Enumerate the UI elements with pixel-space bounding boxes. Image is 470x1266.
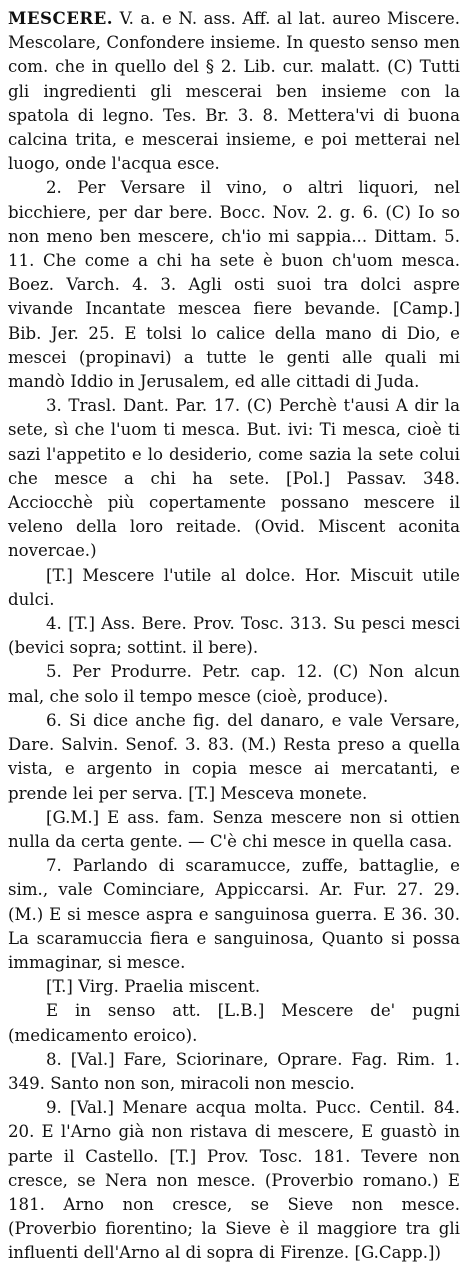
entry-subsense-7-t: [T.] Virg. Praelia miscent. bbox=[46, 977, 261, 997]
entry-paragraph-1 bbox=[8, 6, 460, 176]
entry-sense-4: 4. [T.] Ass. Bere. Prov. Tosc. 313. Su pesci mesci (bevici sopra; sottint. il bere). bbox=[8, 614, 460, 658]
entry-sense-7: 7. Parlando di scaramucce, zuffe, battaglie, e sim., vale Cominciare, Appiccarsi. Ar. Fur. 27. 29. (M.) E si mesce aspra e sanguinosa guerra. E 36. 30. La scaramuccia fiera e sanguinosa, Quanto si possa immaginar, si mesce. bbox=[8, 856, 460, 972]
entry-subsense-7-lb: E in senso att. [L.B.] Mescere de' pugni (medicamento eroico). bbox=[8, 1001, 460, 1045]
entry-sense-3: 3. Trasl. Dant. Par. 17. (C) Perchè t'ausi A dir la sete, sì che l'uom ti mesca. But. ivi: Ti mesca, cioè ti sazi l'appetito e lo desiderio, come sazia la sete colui che mesce a chi ha sete. [Pol.] Passav. 348. Acciocchè più copertamente possano mescere il veleno della loro reitade. (Ovid. Miscent aconita novercae.) bbox=[8, 396, 460, 561]
entry-sense-5: 5. Per Produrre. Petr. cap. 12. (C) Non alcun mal, che solo il tempo mesce (cioè, produce). bbox=[8, 662, 460, 706]
entry-headword: MESCERE. bbox=[8, 8, 114, 28]
entry-definition: V. a. e N. ass. Aff. al lat. aureo Miscere. Mescolare, Confondere insieme. In questo senso men com. che in quello del § 2. Lib. cur. malatt. (C) Tutti gli ingredienti gli mescerai ben insieme con la spatola di legno. Tes. Br. 3. 8. Mettera'vi di buona calcina trita, e mescerai insieme, e poi metterai nel luogo, onde l'acqua esce. bbox=[8, 9, 460, 174]
entry-subsense-6-gm: [G.M.] E ass. fam. Senza mescere non si ottien nulla da certa gente. — C'è chi mesce in quella casa. bbox=[8, 807, 460, 851]
entry-sense-8: 8. [Val.] Fare, Sciorinare, Oprare. Fag. Rim. 1. 349. Santo non son, miracoli non mescio. bbox=[8, 1049, 460, 1093]
entry-sense-2: 2. Per Versare il vino, o altri liquori, nel bicchiere, per dar bere. Bocc. Nov. 2. g. 6. (C) Io so non meno ben mescere, ch'io mi sappia... Dittam. 5. 11. Che come a chi ha sete è buon ch'uom mesca. Boez. Varch. 4. 3. Agli osti suoi tra dolci aspre vivande Incantate mescea fiere bevande. [Camp.] Bib. Jer. 25. E tolsi lo calice della mano di Dio, e mescei (propinavi) a tutte le genti alle quali mi mandò Iddio in Jerusalem, ed alle cittadi di Juda. bbox=[8, 178, 460, 392]
entry-sense-6: 6. Si dice anche fig. del danaro, e vale Versare, Dare. Salvin. Senof. 3. 83. (M.) Resta preso a quella vista, e argento in copia mesce ai mercatanti, e prende lei per serva. [T.] Mesceva monete. bbox=[8, 710, 460, 803]
entry-subsense-3-t: [T.] Mescere l'utile al dolce. Hor. Miscuit utile dulci. bbox=[8, 565, 460, 609]
entry-sense-9: 9. [Val.] Menare acqua molta. Pucc. Centil. 84. 20. E l'Arno già non ristava di mescere, E guastò in parte il Castello. [T.] Prov. Tosc. 181. Tevere non cresce, se Nera non mesce. (Proverbio romano.) E 181. Arno non cresce, se Sieve non mesce. (Proverbio fiorentino; la Sieve è il maggiore tra gli influenti dell'Arno al di sopra di Firenze. [G.Capp.]) bbox=[8, 1098, 460, 1263]
